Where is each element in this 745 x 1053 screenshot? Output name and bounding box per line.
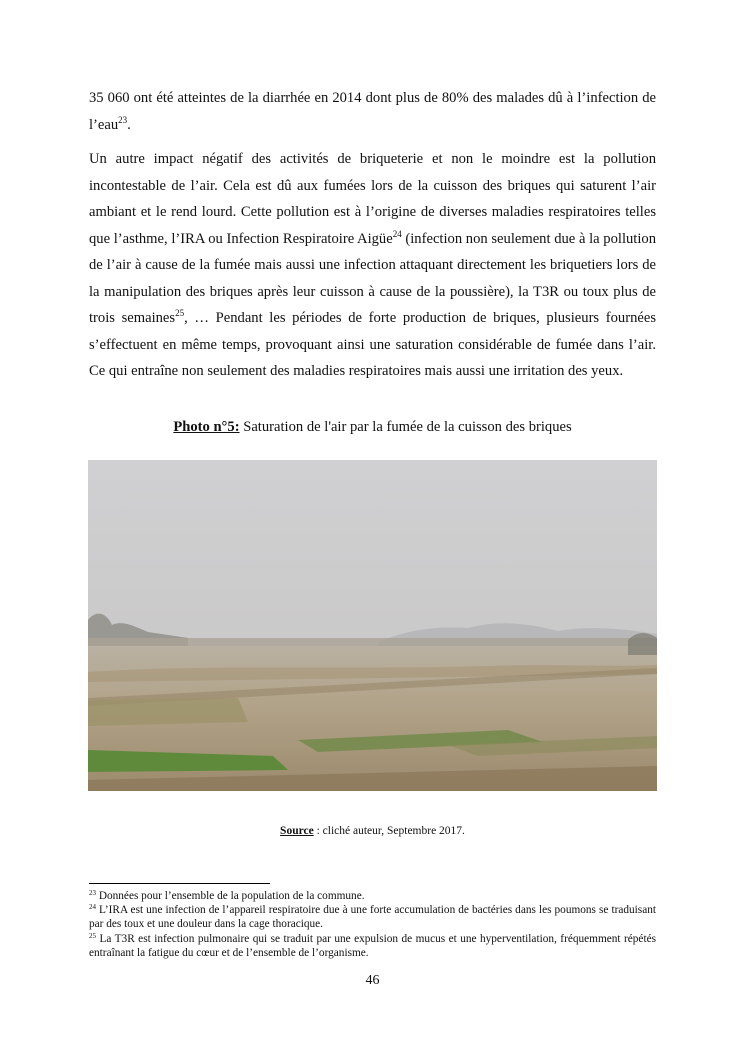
photo-caption-text: Saturation de l'air par la fumée de la cuisson des briques (239, 419, 572, 435)
footnote-number: 25 (89, 931, 96, 940)
landscape-photo (88, 460, 657, 791)
footnote-separator (89, 883, 270, 884)
paragraph-text: . (127, 116, 131, 133)
footnote-text: Données pour l’ensemble de la population de la commune. (96, 890, 365, 902)
page-number: 46 (365, 973, 380, 988)
footnote-25 (89, 932, 656, 960)
footnote-ref-24[interactable]: 24 (392, 228, 402, 239)
footnotes (89, 889, 656, 960)
footnote-ref-23[interactable]: 23 (118, 114, 128, 125)
footnote-text: La T3R est infection pulmonaire qui se traduit par une expulsion de mucus et une hyperventilation, fréquemment répétés entraînant la fatigue du cœur et de l’ensemble de l’organisme. (89, 932, 656, 959)
body-paragraph-2 (89, 146, 656, 385)
footnote-24 (89, 903, 656, 931)
footnote-number: 24 (89, 903, 96, 912)
paragraph-text: , … Pendant les périodes de forte production de briques, plusieurs fournées s’effectuent en même temps, provoquant ainsi une saturation considérable de fumée dans l’air. Ce qui entraîne non seulement des maladies respiratoires mais aussi une irritation des yeux. (89, 310, 656, 379)
footnote-number: 23 (89, 889, 96, 897)
source-text: : cliché auteur, Septembre 2017. (313, 825, 465, 837)
footnote-ref-25[interactable]: 25 (175, 308, 185, 318)
footnote-text: L’IRA est une infection de l’appareil respiratoire due à une forte accumulation de bactéries dans les poumons se traduisant par des toux et une douleur dans la cage thoracique. (89, 904, 656, 931)
source-label: Source (280, 825, 314, 837)
body-paragraph-1 (89, 85, 656, 138)
paragraph-text: (infection non seulement due à la pollution de l’air à cause de la fumée mais aussi une infection attaquant directement les briquetiers lors de la manipulation des briques après leur cuisson à cause de la poussière), la T3R ou toux plus de trois semaines (89, 230, 657, 326)
photo-source (0, 825, 745, 837)
photo-caption-label: Photo n°5: (173, 419, 240, 435)
hazy-landscape-image (88, 460, 657, 791)
photo-caption (0, 416, 745, 438)
paragraph-text: 35 060 ont été atteintes de la diarrhée en 2014 dont plus de 80% des malades dû à l’infection de l’eau (89, 90, 656, 133)
footnote-23 (89, 889, 656, 903)
paragraph-text: Un autre impact négatif des activités de briqueterie et non le moindre est la pollution incontestable de l’air. Cela est dû aux fumées lors de la cuisson des briques qui saturent l’air ambiant et le rend lourd. Cette pollution est à l’origine de diverses maladies respiratoires telles que l’asthme, l’IRA ou Infection Respiratoire Aigüe (89, 151, 656, 247)
